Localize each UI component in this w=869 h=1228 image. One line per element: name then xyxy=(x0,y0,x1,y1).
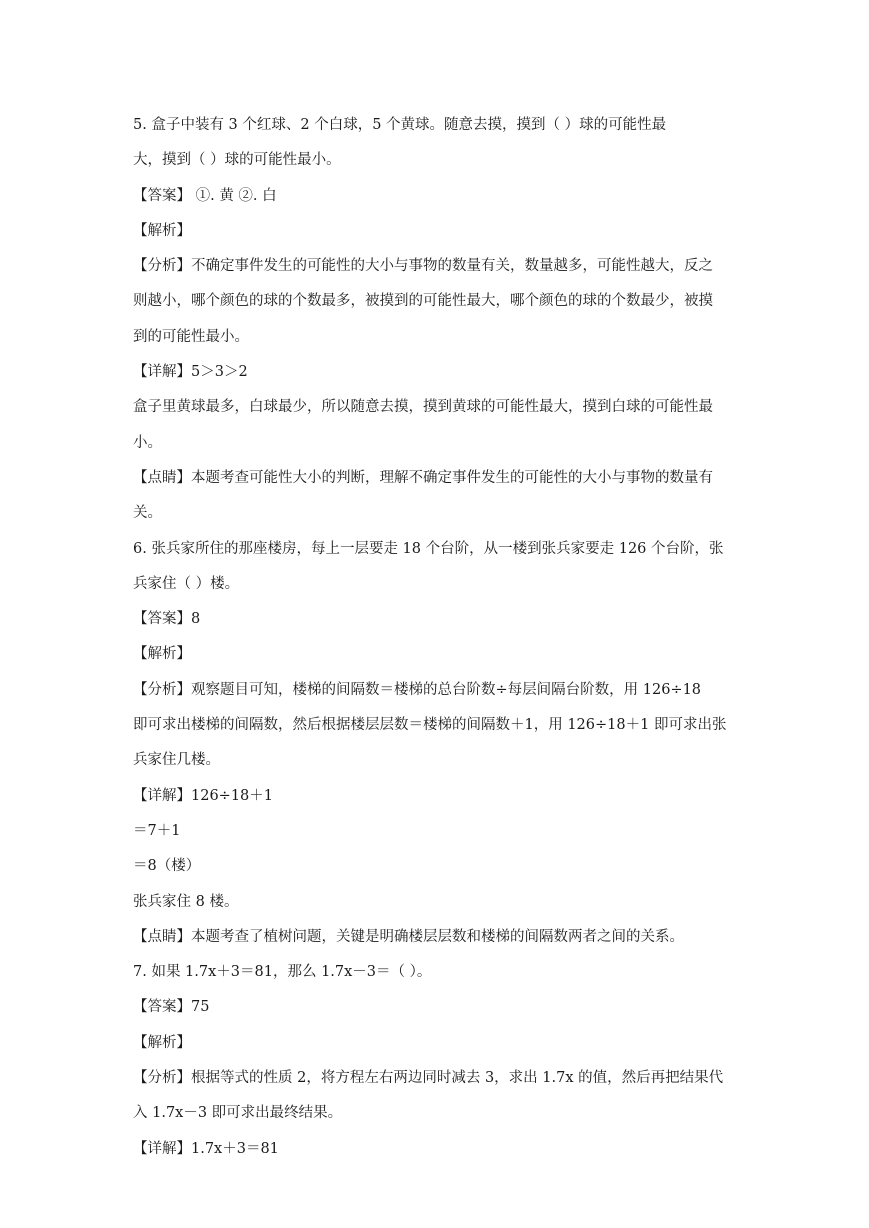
q5-detail-line-2: 盒子里黄球最多，白球最少，所以随意去摸，摸到黄球的可能性最大，摸到白球的可能性最 xyxy=(133,399,713,416)
q5-analysis-line-3: 到的可能性最小。 xyxy=(133,328,249,345)
q6-line-1: 6. 张兵家所住的那座楼房，每上一层要走 18 个台阶，从一楼到张兵家要走 126 个台阶，张 xyxy=(133,540,724,557)
q5-analysis-line-2: 则越小，哪个颜色的球的个数最多，被摸到的可能性最大，哪个颜色的球的个数最少，被摸 xyxy=(133,293,713,310)
q5-answer: 【答案】 ①. 黄 ②. 白 xyxy=(133,187,277,204)
q6-detail-conclusion: 张兵家住 8 楼。 xyxy=(133,893,239,910)
q5-line-2: 大，摸到（ ）球的可能性最小。 xyxy=(133,152,341,169)
q6-detail: 【详解】126÷18＋1 xyxy=(133,787,274,804)
q6-detail-step-1: ＝7＋1 xyxy=(133,822,181,839)
document-page xyxy=(133,108,743,1167)
q6-analysis-line-1: 【分析】观察题目可知，楼梯的间隔数＝楼梯的总台阶数÷每层间隔台阶数，用 126÷18 xyxy=(133,681,702,698)
q5-comment-line-1: 【点睛】本题考查可能性大小的判断，理解不确定事件发生的可能性的大小与事物的数量有 xyxy=(133,469,713,486)
q5-analysis-line-1: 【分析】不确定事件发生的可能性的大小与事物的数量有关，数量越多，可能性越大，反之 xyxy=(133,258,713,275)
q5-comment-line-2: 关。 xyxy=(133,505,162,522)
q6-analysis-heading: 【解析】 xyxy=(133,646,191,663)
q6-detail-step-2: ＝8（楼） xyxy=(133,858,201,875)
q6-answer: 【答案】8 xyxy=(133,611,201,628)
q7-analysis-line-2: 入 1.7x－3 即可求出最终结果。 xyxy=(133,1105,343,1122)
q7-analysis-heading: 【解析】 xyxy=(133,1034,191,1051)
q7-detail: 【详解】1.7x＋3＝81 xyxy=(133,1140,279,1157)
q7-analysis-line-1: 【分析】根据等式的性质 2，将方程左右两边同时减去 3，求出 1.7x 的值，然后再把结果代 xyxy=(133,1070,724,1087)
q5-analysis-heading: 【解析】 xyxy=(133,222,191,239)
q6-analysis-line-3: 兵家住几楼。 xyxy=(133,752,220,769)
q6-comment: 【点睛】本题考查了植树问题，关键是明确楼层层数和楼梯的间隔数两者之间的关系。 xyxy=(133,928,684,945)
q6-line-2: 兵家住（ ）楼。 xyxy=(133,575,240,592)
q7-answer: 【答案】75 xyxy=(133,999,210,1016)
q5-detail-line-3: 小。 xyxy=(133,434,162,451)
q6-analysis-line-2: 即可求出楼梯的间隔数，然后根据楼层层数＝楼梯的间隔数＋1，用 126÷18＋1 即可求出张 xyxy=(133,717,727,734)
q7-line-1: 7. 如果 1.7x＋3＝81，那么 1.7x－3＝（ ）。 xyxy=(133,964,432,981)
q5-detail: 【详解】5＞3＞2 xyxy=(133,364,248,381)
q5-line-1: 5. 盒子中装有 3 个红球、2 个白球，5 个黄球。随意去摸，摸到（ ）球的可能性最 xyxy=(133,117,667,133)
